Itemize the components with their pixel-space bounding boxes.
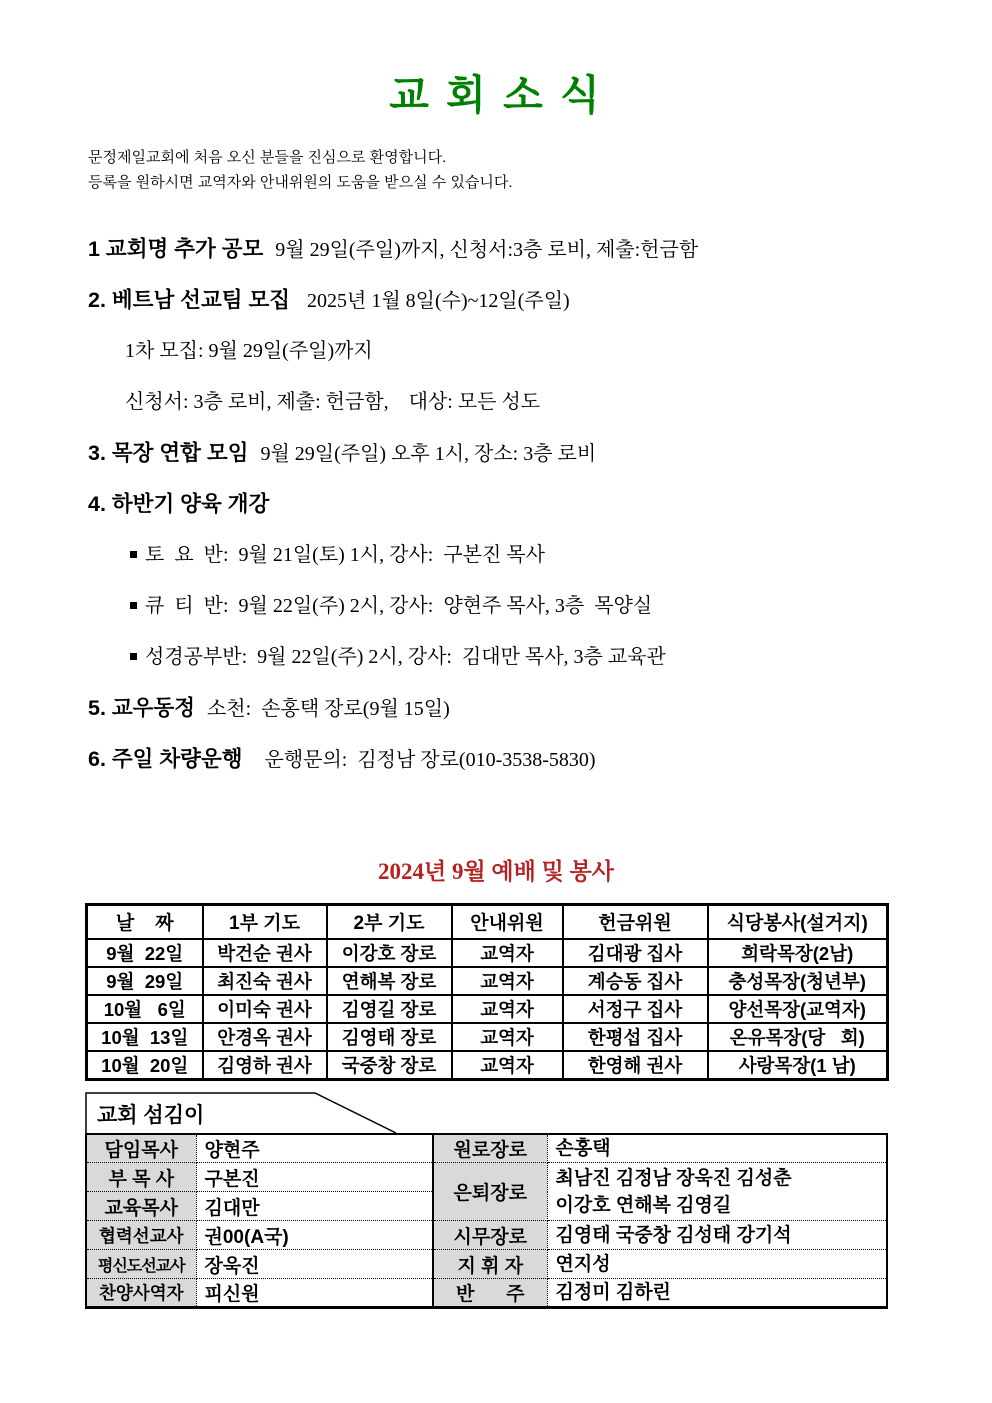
servants-tab-title: 교회 섬김이 (97, 1103, 205, 1127)
names-line: 손홍택 (555, 1137, 611, 1159)
schedule-cell: 9월 29일 (87, 967, 203, 995)
schedule-cell: 한평섭 집사 (563, 1023, 708, 1051)
names-line: 최남진 김정남 장욱진 김성춘 (555, 1167, 792, 1189)
role-label-cell: 평신도선교사 (86, 1250, 196, 1279)
role-label-cell: 찬양사역자 (86, 1279, 196, 1308)
intro-line-2: 등록을 원하시면 교역자와 안내위원의 도움을 받으실 수 있습니다. (88, 174, 513, 191)
schedule-cell: 박건순 권사 (203, 939, 327, 967)
role-names-cell: 김대만 (196, 1192, 433, 1221)
servants-body (86, 1134, 887, 1308)
announcement-text: 운행문의: 김정남 장로(010-3538-5830) (254, 749, 596, 771)
role-label-cell: 협력선교사 (86, 1221, 196, 1250)
role-names-cell: 권00(A국) (196, 1221, 433, 1250)
announcement-item (88, 439, 992, 467)
announcement-bullet (130, 592, 992, 620)
schedule-cell: 교역자 (452, 967, 563, 995)
role-label-cell: 교육목사 (86, 1192, 196, 1221)
schedule-cell: 안경옥 권사 (203, 1023, 327, 1051)
role-label-cell: 시무장로 (433, 1221, 547, 1250)
announcement-bullet (130, 541, 992, 569)
names-line: 이강호 연해복 김영길 (555, 1194, 732, 1216)
schedule-column-header: 날 짜 (87, 905, 203, 939)
names-line: 김영태 국중창 김성태 강기석 (555, 1224, 792, 1246)
role-label-cell: 지 휘 자 (433, 1250, 547, 1279)
announcement-subline: 1차 모집: 9월 29일(주일)까지 (125, 340, 373, 362)
role-label-cell: 반 주 (433, 1279, 547, 1308)
servants-row (86, 1221, 887, 1250)
worship-schedule-table (85, 903, 889, 1081)
schedule-row (87, 939, 888, 967)
intro-line-1: 문정제일교회에 처음 오신 분들을 진심으로 환영합니다. (88, 149, 447, 166)
schedule-cell: 최진숙 권사 (203, 967, 327, 995)
servants-row (86, 1134, 887, 1163)
role-names-cell: 피신원 (196, 1279, 433, 1308)
announcement-line (88, 439, 992, 467)
schedule-row (87, 967, 888, 995)
announcement-number-title: 1 교회명 추가 공모 (88, 237, 264, 261)
announcement-list (88, 235, 992, 773)
square-bullet-icon (130, 602, 137, 609)
servants-tab (85, 1091, 407, 1133)
announcement-bullet-text: 토 요 반: 9월 21일(토) 1시, 강사: 구본진 목사 (145, 544, 545, 566)
servants-row (86, 1163, 887, 1192)
servants-row (86, 1250, 887, 1279)
announcement-text: 9월 29일(주일) 오후 1시, 장소: 3층 로비 (260, 443, 597, 465)
role-label-cell: 부 목 사 (86, 1163, 196, 1192)
schedule-header-row (87, 905, 888, 939)
announcement-item (88, 286, 992, 416)
announcement-line (88, 694, 992, 722)
schedule-cell: 교역자 (452, 939, 563, 967)
announcement-line (88, 745, 992, 773)
role-label-cell: 담임목사 (86, 1134, 196, 1163)
schedule-cell: 연해복 장로 (327, 967, 452, 995)
announcement-item (88, 490, 992, 671)
schedule-cell: 이강호 장로 (327, 939, 452, 967)
announcement-line (88, 490, 992, 518)
announcement-number-title: 2. 베트남 선교팀 모집 (88, 288, 291, 312)
announcement-bullet (130, 643, 992, 671)
schedule-cell: 양선목장(교역자) (708, 995, 888, 1023)
schedule-cell: 김대광 집사 (563, 939, 708, 967)
announcement-bullet-text: 성경공부반: 9월 22일(주) 2시, 강사: 김대만 목사, 3층 교육관 (145, 646, 666, 668)
intro-block (88, 145, 992, 195)
square-bullet-icon (130, 653, 137, 660)
announcement-subline: 신청서: 3층 로비, 제출: 헌금함, 대상: 모든 성도 (125, 391, 541, 413)
schedule-cell: 교역자 (452, 1023, 563, 1051)
servants-row (86, 1279, 887, 1308)
role-names-cell: 양현주 (196, 1134, 433, 1163)
role-names-cell: 구본진 (196, 1163, 433, 1192)
announcement-number-title: 3. 목장 연합 모임 (88, 441, 249, 465)
schedule-cell: 10월 13일 (87, 1023, 203, 1051)
schedule-column-header: 헌금위원 (563, 905, 708, 939)
role-label-cell: 원로장로 (433, 1134, 547, 1163)
schedule-cell: 충성목장(청년부) (708, 967, 888, 995)
servants-table (85, 1133, 888, 1310)
role-label-cell: 은퇴장로 (433, 1163, 547, 1221)
role-names-cell: 장욱진 (196, 1250, 433, 1279)
schedule-cell: 9월 22일 (87, 939, 203, 967)
schedule-cell: 김영하 권사 (203, 1051, 327, 1080)
announcement-text: 소천: 손홍택 장로(9월 15일) (206, 698, 450, 720)
square-bullet-icon (130, 551, 137, 558)
role-names-cell (547, 1134, 887, 1163)
schedule-column-header: 1부 기도 (203, 905, 327, 939)
schedule-cell: 이미숙 권사 (203, 995, 327, 1023)
names-line: 김정미 김하린 (555, 1282, 671, 1303)
schedule-cell: 온유목장(당 회) (708, 1023, 888, 1051)
schedule-cell: 희락목장(2남) (708, 939, 888, 967)
schedule-row (87, 1051, 888, 1080)
announcement-number-title: 5. 교우동정 (88, 696, 195, 720)
schedule-cell: 서정구 집사 (563, 995, 708, 1023)
schedule-cell: 김영길 장로 (327, 995, 452, 1023)
announcement-line (88, 286, 992, 314)
announcement-text: 2025년 1월 8일(수)~12일(주일) (302, 290, 570, 312)
schedule-cell: 10월 6일 (87, 995, 203, 1023)
schedule-column-header: 식당봉사(설거지) (708, 905, 888, 939)
schedule-cell: 교역자 (452, 1051, 563, 1080)
schedule-cell: 계승동 집사 (563, 967, 708, 995)
schedule-heading: 2024년 9월 예배 및 봉사 (377, 859, 615, 884)
role-names-cell (547, 1163, 887, 1221)
announcement-bullet-text: 큐 티 반: 9월 22일(주) 2시, 강사: 양현주 목사, 3층 목양실 (145, 595, 653, 617)
schedule-cell: 국중창 장로 (327, 1051, 452, 1080)
announcement-number-title: 6. 주일 차량운행 (88, 747, 243, 771)
announcement-item (88, 235, 992, 263)
announcement-number-title: 4. 하반기 양육 개강 (88, 492, 270, 516)
announcement-text: 9월 29일(주일)까지, 신청서:3층 로비, 제출:헌금함 (275, 239, 699, 261)
schedule-column-header: 안내위원 (452, 905, 563, 939)
announcement-item (88, 694, 992, 722)
names-line: 연지성 (555, 1253, 611, 1275)
schedule-row (87, 1023, 888, 1051)
schedule-cell: 김영태 장로 (327, 1023, 452, 1051)
role-names-cell (547, 1250, 887, 1279)
schedule-cell: 사랑목장(1 남) (708, 1051, 888, 1080)
schedule-column-header: 2부 기도 (327, 905, 452, 939)
schedule-header (87, 905, 888, 939)
role-names-cell (547, 1221, 887, 1250)
page-title: 교 회 소 식 (389, 72, 603, 118)
announcement-item (88, 745, 992, 773)
schedule-row (87, 995, 888, 1023)
schedule-cell: 교역자 (452, 995, 563, 1023)
role-names-cell (547, 1279, 887, 1308)
schedule-cell: 10월 20일 (87, 1051, 203, 1080)
schedule-cell: 한영해 권사 (563, 1051, 708, 1080)
schedule-body (87, 939, 888, 1080)
announcement-line (88, 235, 992, 263)
